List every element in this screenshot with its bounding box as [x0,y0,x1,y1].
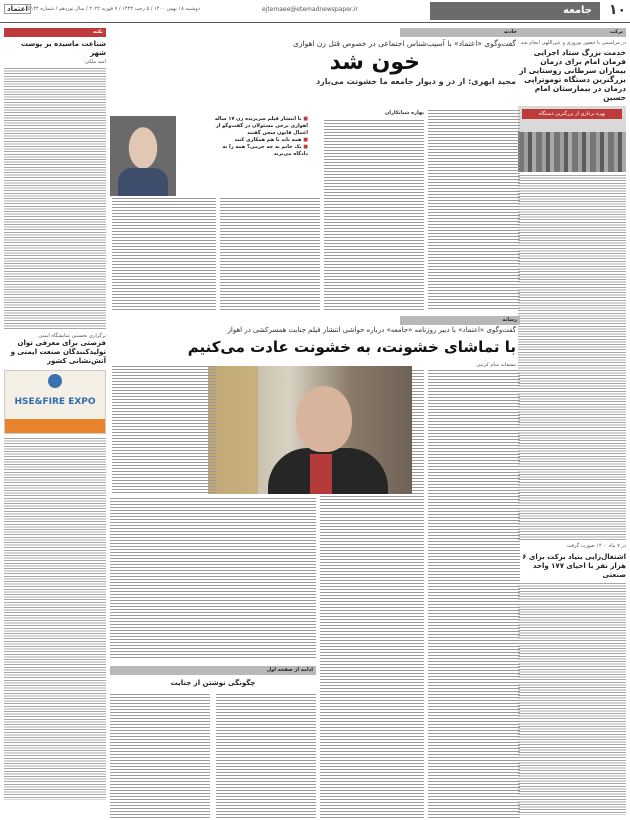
main-byline: بهاره شبانکاران [385,110,424,116]
expo-logo-icon [48,374,62,388]
main-headline: خون شد [329,50,420,75]
quote-box [212,116,308,158]
ceremony-photo [518,106,626,172]
right-article-headline: خدمت بزرگ ستاد اجرایی فرمان امام برای درمان بیماران سرطانی روستایی از بزرگترین دستگاه توموتراپی درمان در بیمارستان امام حسین [519,48,626,102]
second-body-col-5 [110,498,316,658]
left-column [4,28,106,800]
continued-tag-bar: ادامه از صفحه اول [110,666,316,675]
bottom-body-col-1 [110,694,210,818]
header-rule [0,22,630,23]
crowd-image [518,132,626,172]
second-body-col-4 [112,366,216,494]
photo-banner: بهره برداری از بزرگترین دستگاه [522,109,622,119]
right-article-kicker: در مراسمی با حضور نوروزی و عین‌اللهی انجام شد [520,40,626,46]
expo-title: HSE&FIRE EXPO [14,397,96,407]
main-kicker: گفت‌وگوی «اعتماد» با آسیب‌شناس اجتماعی در خصوص قتل زن اهوازی [293,39,516,48]
left-article-body [4,68,106,330]
main-body-col-4 [112,198,216,310]
left-article-headline: شناعت ماسیده بر پوست شهر [20,40,106,57]
media-tag-bar: رسانه [400,316,520,325]
page-number: ۱۰ [608,2,626,18]
right-second-headline: اشتغال‌زایی بنیاد برکت برای ۶ هزار نفر با احیای ۱۷۷ واحد صنعتی [522,553,626,579]
newspaper-logo: اعتماد [4,4,31,14]
dateline: دوشنبه ۱۸ بهمن ۱۴۰۰ / ۵ رجب ۱۴۴۳ / ۷ فوریه ۲۰۲۲ / سال نوزدهم / شماره ۵۱۲۴ [28,6,200,12]
center-content [110,28,520,818]
quote-item: ■ با انتشار فیلم سربریده زن ۱۷ ساله اهوازی برخی مسئولان در گفت‌وگو از اعمال قانون سخن گفتند [212,116,308,137]
center-tag-bar: حادثه [400,28,520,37]
left-column-bar: نکته [4,28,106,37]
interview-photo [208,366,412,494]
expo-headline: فرصتی برای معرفی توان تولیدکنندگان صنعت ایمنی و آتش‌نشانی کشور [10,339,106,365]
left-article-author: امید ملکی [84,59,106,65]
ad-strip [5,419,105,433]
masthead-bar [0,0,630,22]
main-body-col-3 [220,198,320,310]
main-subheadline: مجید ابهری: از در و دیوار جامعه ما خشونت می‌بارد [316,77,516,86]
photo-scarf [310,454,332,494]
quote-item: ■ همه باید با هم همکاری کنند [212,137,308,144]
second-headline: با تماشای خشونت، به خشونت عادت می‌کنیم [187,338,516,356]
expo-advertisement[interactable] [4,370,106,434]
interviewee-portrait [110,116,176,196]
bottom-headline: چگونگی نوشتن از جنایت [170,679,256,687]
bottom-body-col-2 [216,694,316,818]
expo-kicker: برگزاری نخستین نمایشگاه ایمنی [38,333,106,339]
expo-body [4,438,106,800]
second-kicker: گفت‌وگوی «اعتماد» با دبیر روزنامه «جامعه» درباره حواشی انتشار فیلم جنایت همسرکشی در اهواز [227,326,516,334]
right-column [518,28,626,815]
right-second-kicker: در ۷ ماه ۱۴۰۰ صورت گرفت [566,543,626,549]
photo-face [296,386,352,452]
main-body-col-1 [428,110,520,310]
main-body-col-2 [324,120,424,310]
quote-item: ■ یک خانم به چه جرمی؟ همه را به دادگاه می‌برند [212,144,308,158]
second-body-col-1 [428,370,520,818]
right-article-body [518,175,626,540]
section-label: جامعه [430,2,600,20]
section-email[interactable]: ejtemaee@etemadnewspaper.ir [262,6,358,13]
right-second-body [518,583,626,815]
second-byline: مشقانه سام کرتبی [476,362,516,368]
right-column-bar: برکت [518,28,626,37]
